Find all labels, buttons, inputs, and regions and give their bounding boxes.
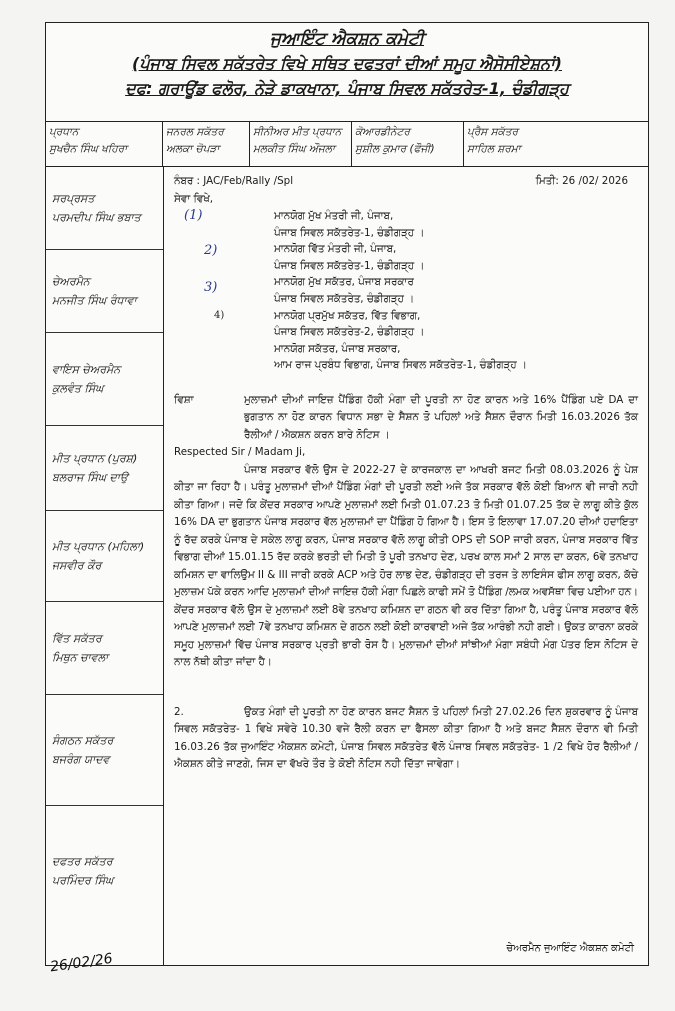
paragraph-number: 2.	[174, 705, 184, 718]
officer-name: ਸੁਸ਼ੀਲ ਕੁਮਾਰ (ਫੌਜੀ)	[355, 143, 435, 155]
officer-name: ਸਾਹਿਲ ਸ਼ਰਮਾ	[467, 143, 521, 155]
officer-coordinator	[352, 122, 464, 166]
sidebar-entry	[46, 695, 163, 806]
sidebar-entry	[46, 250, 163, 333]
officer-senior-vice-president	[250, 122, 352, 166]
entry-role: ਵਿੱਤ ਸਕੱਤਰ	[52, 632, 102, 645]
officer-name: ਅਲਕਾ ਚੋਪੜਾ	[166, 143, 220, 155]
addressee-line: ਆਮ ਰਾਜ ਪ੍ਰਬੰਧ ਵਿਭਾਗ, ਪੰਜਾਬ ਸਿਵਲ ਸਕੱਤਰੇਤ-1, ਚੰਡੀਗੜ੍ਹ ।	[274, 359, 527, 372]
paragraph-2	[174, 704, 638, 774]
receipt-mark-4: 4)	[214, 310, 225, 321]
officer-role: ਪ੍ਰਧਾਨ	[49, 126, 79, 138]
addressee-line: ਪੰਜਾਬ ਸਿਵਲ ਸਕੱਤਰੇਤ-1, ਚੰਡੀਗੜ੍ਹ ।	[274, 259, 425, 272]
entry-name: ਪਰਮਦੀਪ ਸਿੰਘ ਭਬਾਤ	[52, 211, 141, 224]
letter-body	[164, 167, 648, 965]
entry-role: ਸੰਗਠਨ ਸਕੱਤਰ	[52, 734, 114, 747]
addressee-line: ਪੰਜਾਬ ਸਿਵਲ ਸਕੱਤਰੇਤ, ਚੰਡੀਗੜ੍ਹ ।	[274, 292, 415, 305]
committee-subtitle: (ਪੰਜਾਬ ਸਿਵਲ ਸਕੱਤਰੇਤ ਵਿਖੇ ਸਥਿਤ ਦਫਤਰਾਂ ਦੀਆਂ ਸਮੂਹ ਐਸੋਸੀਏਸ਼ਨਾਂ)	[132, 54, 562, 73]
officers-row	[46, 122, 648, 167]
entry-name: ਜਸਵੀਰ ਕੌਰ	[52, 559, 102, 572]
addressee-line: ਮਾਨਯੋਗ ਵਿੱਤ ਮੰਤਰੀ ਜੀ, ਪੰਜਾਬ,	[274, 243, 397, 256]
officer-press-secretary	[464, 122, 648, 166]
to-line: ਸੇਵਾ ਵਿਖੇ,	[174, 192, 214, 205]
entry-name: ਬਲਰਾਜ ਸਿੰਘ ਦਾਉ	[52, 471, 128, 484]
officer-president	[46, 122, 163, 166]
signatory-title: ਚੇਅਰਮੈਨ ਜੁਆਇੰਟ ਐਕਸ਼ਨ ਕਮੇਟੀ	[506, 942, 634, 954]
sidebar-entry	[46, 602, 163, 695]
addressee-line: ਮਾਨਯੋਗ ਮੁੱਖ ਮੰਤਰੀ ਜੀ, ਪੰਜਾਬ,	[274, 210, 394, 222]
entry-name: ਕੁਲਵੰਤ ਸਿੰਘ	[52, 382, 104, 395]
handwritten-signature-date: 26/02/26	[49, 950, 114, 976]
office-address: ਦਫ: ਗਰਾਊਂਡ ਫਲੋਰ, ਨੇੜੇ ਡਾਕਖਾਨਾ, ਪੰਜਾਬ ਸਿਵਲ ਸਕੱਤਰੇਤ-1, ਚੰਡੀਗੜ੍ਹ	[125, 79, 569, 98]
sidebar-entry	[46, 511, 163, 602]
officer-role: ਪ੍ਰੈਸ ਸਕੱਤਰ	[467, 126, 518, 138]
reference-number: ਨੰਬਰ : JAC/Feb/Rally /Spl	[174, 175, 294, 187]
office-bearers-sidebar	[46, 167, 164, 965]
addressee-line: ਮਾਨਯੋਗ ਸਕੱਤਰ, ਪੰਜਾਬ ਸਰਕਾਰ,	[274, 342, 401, 355]
entry-name: ਮਨਜੀਤ ਸਿੰਘ ਰੰਧਾਵਾ	[52, 294, 137, 307]
entry-role: ਚੇਅਰਮੈਨ	[52, 275, 90, 288]
subject	[174, 392, 638, 445]
committee-title: ਜੁਆਇੰਟ ਐਕਸ਼ਨ ਕਮੇਟੀ	[269, 29, 424, 49]
officer-name: ਸੁਖਚੈਨ ਸਿੰਘ ਖਹਿਰਾ	[49, 143, 128, 155]
letterhead-document	[45, 22, 649, 966]
officer-name: ਮਲਕੀਤ ਸਿੰਘ ਔਜਲਾ	[253, 143, 335, 155]
officer-role: ਜਨਰਲ ਸਕੱਤਰ	[166, 126, 224, 138]
sidebar-entry	[46, 167, 163, 250]
subject-label: ਵਿਸ਼ਾ	[174, 393, 194, 406]
subject-text: ਮੁਲਾਜ਼ਮਾਂ ਦੀਆਂ ਜਾਇਜ਼ ਪੈਂਡਿੰਗ ਹੱਕੀ ਮੰਗਾ ਦੀ ਪੂਰਤੀ ਨਾ ਹੋਣ ਕਾਰਨ ਅਤੇ 16% ਪੈਂਡਿੰਗ ਪਏ DA ਦਾ ਭੁਗਤਾਨ ਨਾ ਹੋਣ ਕਾਰਨ ਵਿਧਾਨ ਸਭਾ ਦੇ ਸੈਸ਼ਨ ਤੋ ਪਹਿਲਾਂ ਅਤੇ ਸੈਸ਼ਨ ਦੌਰਾਨ ਮਿਤੀ 16.03.2026 ਤੱਕ ਰੈਲੀਆਂ / ਐਕਸ਼ਨ ਕਰਨ ਬਾਰੇ ਨੋਟਿਸ ।	[244, 393, 638, 441]
entry-role: ਦਫਤਰ ਸਕੱਤਰ	[52, 855, 113, 868]
paragraph-2-text: ਉਕਤ ਮੰਗਾਂ ਦੀ ਪੂਰਤੀ ਨਾ ਹੋਣ ਕਾਰਨ ਬਜਟ ਸੈਸ਼ਨ ਤੋ ਪਹਿਲਾਂ ਮਿਤੀ 27.02.26 ਦਿਨ ਸ਼ੁਕਰਵਾਰ ਨੂੰ ਪੰਜਾਬ ਸਿਵਲ ਸਕੱਤਰੇਤ- 1 ਵਿਖੇ ਸਵੇਰੇ 10.30 ਵਜੇ ਰੈਲੀ ਕਰਨ ਦਾ ਫੈਸਲਾ ਕੀਤਾ ਗਿਆ ਹੈ ਅਤੇ ਬਜਟ ਸੈਸ਼ਨ ਦੌਰਾਨ ਵੀ ਮਿਤੀ 16.03.26 ਤੱਕ ਜੁਆਇੰਟ ਐਕਸ਼ਨ ਕਮੇਟੀ, ਪੰਜਾਬ ਸਿਵਲ ਸਕੱਤਰੇਤ ਵੱਲੋ ਪੰਜਾਬ ਸਿਵਲ ਸਕੱਤਰੇਤ- 1 /2 ਵਿਖੇ ਹੋਰ ਰੈਲੀਆਂ / ਐਕਸ਼ਨ ਕੀਤੇ ਜਾਣਗੇ, ਜਿਸ ਦਾ ਵੱਖਰੇ ਤੌਰ ਤੇ ਕੋਈ ਨੋਟਿਸ ਨਹੀ ਦਿੱਤਾ ਜਾਵੇਗਾ।	[174, 705, 638, 771]
salutation: Respected Sir / Madam Ji,	[174, 446, 306, 459]
officer-general-secretary	[163, 122, 250, 166]
entry-name: ਬਜਰੰਗ ਯਾਦਵ	[52, 753, 110, 766]
receipt-signature-1: (1)	[184, 208, 203, 223]
sidebar-entry	[46, 806, 163, 936]
addressee-line: ਮਾਨਯੋਗ ਮੁੱਖ ਸਕੱਤਰ, ਪੰਜਾਬ ਸਰਕਾਰ	[274, 276, 414, 289]
entry-role: ਮੀਤ ਪ੍ਰਧਾਨ (ਪੁਰਸ਼)	[52, 452, 138, 465]
entry-role: ਮੀਤ ਪ੍ਰਧਾਨ (ਮਹਿਲਾ)	[52, 540, 145, 553]
addressee-line: ਮਾਨਯੋਗ ਪ੍ਰਮੁੱਖ ਸਕੱਤਰ, ਵਿੱਤ ਵਿਭਾਗ,	[274, 309, 421, 322]
paragraph-1: ਪੰਜਾਬ ਸਰਕਾਰ ਵੱਲੋ ਉਸ ਦੇ 2022-27 ਦੇ ਕਾਰਜਕਾਲ ਦਾ ਆਖਰੀ ਬਜਟ ਮਿਤੀ 08.03.2026 ਨੂੰ ਪੇਸ਼ ਕੀਤਾ ਜਾ ਰਿਹਾ ਹੈ। ਪਰੰਤੂ ਮੁਲਾਜ਼ਮਾਂ ਦੀਆਂ ਪੈਂਡਿੰਗ ਮੰਗਾਂ ਦੀ ਪੂਰਤੀ ਲਈ ਅਜੇ ਤੱਕ ਸਰਕਾਰ ਵੱਲੋ ਕੋਈ ਬਿਆਨ ਵੀ ਜਾਰੀ ਨਹੀ ਕੀਤਾ ਗਿਆ। ਜਦੋ ਕਿ ਕੇਂਦਰ ਸਰਕਾਰ ਆਪਣੇ ਮੁਲਾਜ਼ਮਾਂ ਲਈ ਮਿਤੀ 01.07.23 ਤੋ ਮਿਤੀ 01.07.25 ਤੱਕ ਦੇ ਲਾਗੂ ਕੀਤੇ ਕੁੱਲ 16% DA ਦਾ ਭੁਗਤਾਨ ਪੰਜਾਬ ਸਰਕਾਰ ਵੱਲ ਮੁਲਾਜ਼ਮਾਂ ਦਾ ਪੈਂਡਿੰਗ ਹੋ ਗਿਆ ਹੈ। ਇਸ ਤੋ ਇਲਾਵਾ 17.07.20 ਦੀਆਂ ਹਦਾਇਤਾ ਨੂੰ ਰੱਦ ਕਰਕੇ ਪੰਜਾਬ ਦੇ ਸਕੇਲ ਲਾਗੂ ਕਰਨ, ਪੰਜਾਬ ਸਰਕਾਰ ਵੱਲੋ ਲਾਗੂ ਕੀਤੀ OPS ਦੀ SOP ਜਾਰੀ ਕਰਨ, ਪੰਜਾਬ ਸਰਕਾਰ ਵਿੱਤ ਵਿਭਾਗ ਦੀਆਂ 15.01.15 ਰੱਦ ਕਰਕੇ ਭਰਤੀ ਦੀ ਮਿਤੀ ਤੋ ਪੂਰੀ ਤਨਖਾਹ ਦੇਣ, ਪਰਖ ਕਾਲ ਸਮਾਂ 2 ਸਾਲ ਦਾ ਕਰਨ, 6ਵੇ ਤਨਖਾਹ ਕਮਿਸ਼ਨ ਦਾ ਵਾਲਿਉਮ II & III ਜਾਰੀ ਕਰਕੇ ACP ਅਤੇ ਹੋਰ ਲਾਭ ਦੇਣ, ਚੰਡੀਗੜ੍ਹ ਦੀ ਤਰਜ ਤੇ ਲਾਇਸੰਸ ਫੀਸ ਲਾਗੂ ਕਰਨ, ਕੱਚੇ ਮੁਲਾਜ਼ਮ ਪੱਕੇ ਕਰਨ ਆਦਿ ਮੁਲਾਜ਼ਮਾਂ ਦੀਆਂ ਜਾਇਜ਼ ਹੱਕੀ ਮੰਗਾ ਪਿਛਲੇ ਕਾਫੀ ਸਮੇਂ ਤੋ ਪੈਂਡਿੰਗ /ਲਮਕ ਅਵਸੱਥਾ ਵਿਚ ਪਈਆ ਹਨ। ਕੇਂਦਰ ਸਰਕਾਰ ਵੱਲੋ ਉਸ ਦੇ ਮੁਲਾਜ਼ਮਾਂ ਲਈ 8ਵੇ ਤਨਖਾਹ ਕਮਿਸ਼ਨ ਦਾ ਗਠਨ ਵੀ ਕਰ ਦਿੱਤਾ ਗਿਆ ਹੈ, ਪਰੰਤੂ ਪੰਜਾਬ ਸਰਕਾਰ ਵੱਲੋ ਆਪਣੇ ਮੁਲਾਜ਼ਮਾਂ ਲਈ 7ਵੇ ਤਨਖਾਹ ਕਮਿਸ਼ਨ ਦੇ ਗਠਨ ਲਈ ਕੋਈ ਕਾਰਵਾਈ ਅਜੇ ਤੱਕ ਆਰੰਭੀ ਨਹੀ ਗਈ। ਉਕਤ ਕਾਰਨਾ ਕਰਕੇ ਸਮੂਹ ਮੁਲਾਜ਼ਮਾਂ ਵਿੱਚ ਪੰਜਾਬ ਸਰਕਾਰ ਪ੍ਰਤੀ ਭਾਰੀ ਰੋਸ ਹੈ। ਮੁਲਾਜ਼ਮਾਂ ਦੀਆਂ ਸਾਂਝੀਆਂ ਮੰਗਾ ਸਬੰਧੀ ਮੰਗ ਪੱਤਰ ਇਸ ਨੋਟਿਸ ਦੇ ਨਾਲ ਨੱਥੀ ਕੀਤਾ ਜਾਂਦਾ ਹੈ।	[174, 463, 638, 669]
entry-name: ਮਿਥੁਨ ਚਾਵਲਾ	[52, 651, 109, 664]
letterhead	[46, 23, 648, 122]
addressee-line: ਪੰਜਾਬ ਸਿਵਲ ਸਕੱਤਰੇਤ-2, ਚੰਡੀਗੜ੍ਹ ।	[274, 326, 425, 339]
addressee-list	[274, 208, 638, 374]
sidebar-entry	[46, 426, 163, 511]
entry-role: ਵਾਇਸ ਚੇਅਰਮੈਨ	[52, 363, 121, 376]
officer-role: ਸੀਨੀਅਰ ਮੀਤ ਪ੍ਰਧਾਨ	[253, 126, 342, 138]
entry-role: ਸਰਪ੍ਰਸਤ	[52, 192, 95, 205]
receipt-signature-2: 2)	[204, 243, 218, 258]
officer-role: ਕੋਆਰਡੀਨੇਟਰ	[355, 126, 410, 138]
letter-date: ਮਿਤੀ: 26 /02/ 2026	[535, 175, 628, 187]
sidebar-entry	[46, 333, 163, 426]
receipt-signature-3: 3)	[204, 280, 218, 295]
entry-name: ਪਰਮਿੰਦਰ ਸਿੰਘ	[52, 874, 114, 887]
addressee-line: ਪੰਜਾਬ ਸਿਵਲ ਸਕੱਤਰੇਤ-1, ਚੰਡੀਗੜ੍ਹ ।	[274, 226, 425, 239]
